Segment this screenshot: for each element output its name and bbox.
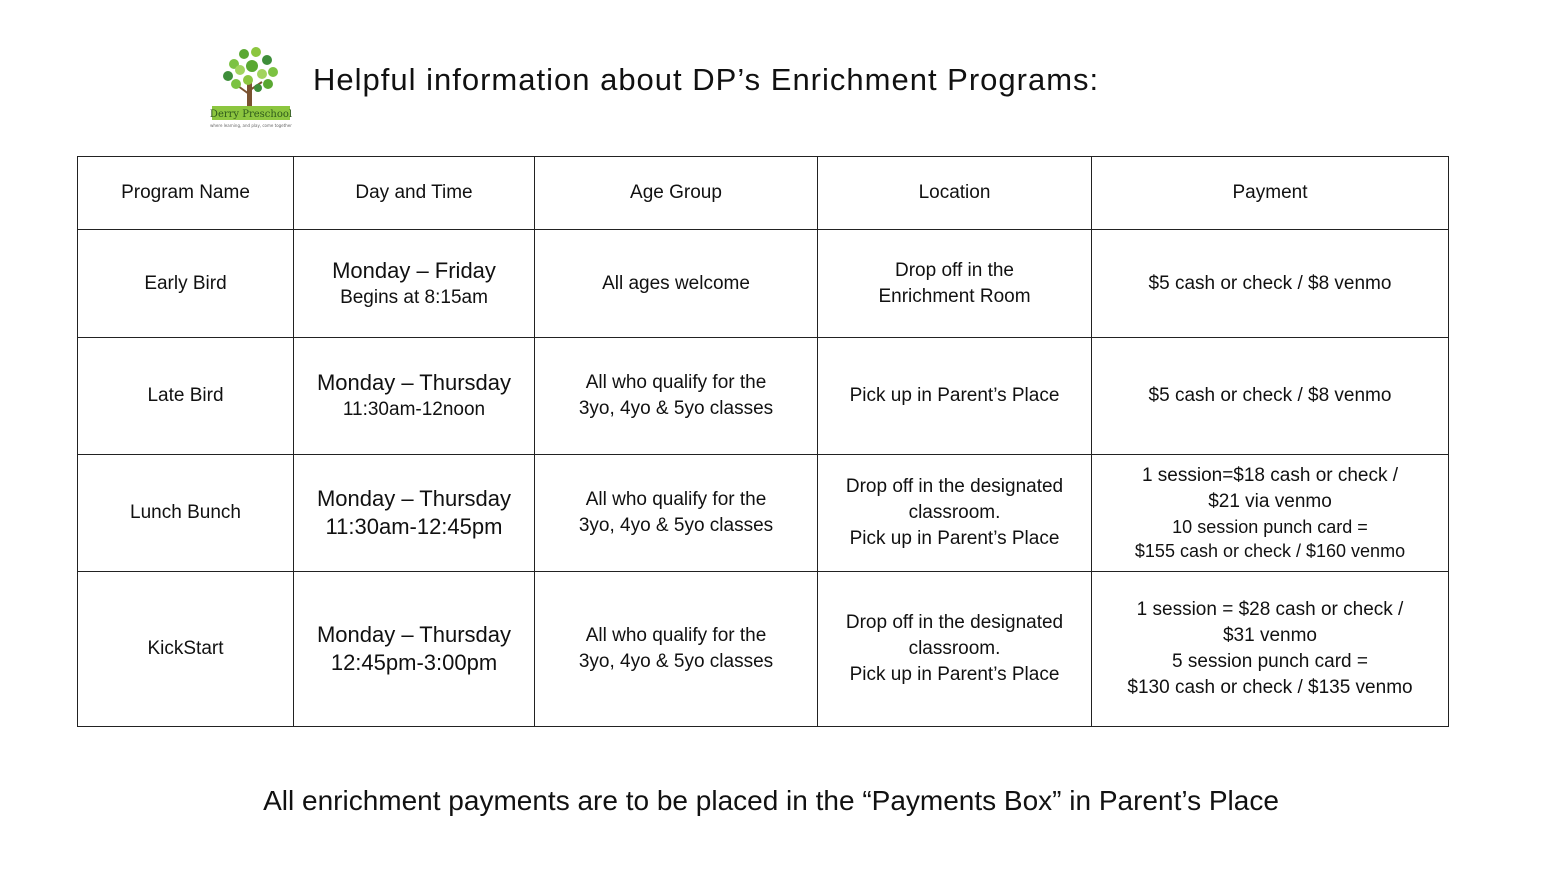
age-group-cell	[535, 338, 818, 455]
age-line: All who qualify for the	[585, 489, 767, 510]
day-time-cell	[294, 230, 535, 338]
location-cell	[818, 455, 1092, 572]
age-group-cell	[535, 455, 818, 572]
table-row-late-bird	[78, 338, 1449, 455]
payment-line: $31 venmo	[1222, 625, 1317, 646]
tree-icon	[223, 47, 278, 106]
program-time: 11:30am-12:45pm	[325, 514, 503, 539]
program-name-cell: Early Bird	[78, 230, 294, 338]
payment-line: $130 cash or check / $135 venmo	[1127, 677, 1413, 698]
program-name-cell: Late Bird	[78, 338, 294, 455]
age-group-cell	[535, 572, 818, 727]
program-time: 12:45pm-3:00pm	[330, 650, 498, 675]
program-time: Begins at 8:15am	[340, 286, 488, 308]
program-days: Monday – Friday	[332, 257, 496, 283]
payments-notice: All enrichment payments are to be placed in the “Payments Box” in Parent’s Place	[263, 785, 1279, 816]
column-header-location: Location	[818, 157, 1092, 230]
location-line: Drop off in the	[894, 259, 1014, 281]
enrichment-programs-table	[77, 156, 1449, 727]
payment-cell	[1092, 572, 1449, 727]
location-line: Pick up in Parent’s Place	[849, 664, 1060, 685]
age-line: 3yo, 4yo & 5yo classes	[578, 515, 774, 536]
age-line: 3yo, 4yo & 5yo classes	[578, 398, 774, 419]
day-time-cell	[294, 572, 535, 727]
payment-line: $21 via venmo	[1208, 491, 1332, 512]
payment-cell	[1092, 455, 1449, 572]
program-days: Monday – Thursday	[316, 622, 512, 647]
table-row-kickstart	[78, 572, 1449, 727]
age-line: All who qualify for the	[585, 372, 767, 393]
location-cell	[818, 338, 1092, 455]
day-time-cell	[294, 455, 535, 572]
payment-line: $5 cash or check / $8 venmo	[1148, 385, 1392, 406]
location-line: Pick up in Parent’s Place	[849, 528, 1060, 549]
page-title: Helpful information about DP’s Enrichment Programs:	[313, 62, 1100, 97]
column-header-program-name: Program Name	[78, 157, 294, 230]
payment-line: 10 session punch card =	[1172, 517, 1368, 537]
age-group-cell	[535, 230, 818, 338]
table-row-lunch-bunch	[78, 455, 1449, 572]
program-days: Monday – Thursday	[316, 370, 512, 395]
program-name-cell: KickStart	[78, 572, 294, 727]
location-line: Enrichment Room	[878, 285, 1031, 307]
program-time: 11:30am-12noon	[342, 399, 486, 420]
age-line: All ages welcome	[602, 272, 750, 294]
program-name-cell: Lunch Bunch	[78, 455, 294, 572]
location-line: Drop off in the designated	[845, 476, 1064, 497]
program-days: Monday – Thursday	[316, 486, 512, 511]
location-line: classroom.	[908, 638, 1001, 659]
payment-line: 1 session = $28 cash or check /	[1136, 599, 1404, 620]
payment-cell	[1092, 230, 1449, 338]
derry-preschool-logo	[210, 42, 292, 130]
column-header-age-group: Age Group	[535, 157, 818, 230]
location-line: classroom.	[908, 502, 1001, 523]
payment-line: 5 session punch card =	[1172, 651, 1368, 672]
table-header-row	[78, 157, 1449, 230]
logo-tagline: where learning, and play, come together	[210, 123, 292, 128]
location-line: Drop off in the designated	[845, 612, 1064, 633]
location-cell	[818, 230, 1092, 338]
age-line: 3yo, 4yo & 5yo classes	[578, 651, 774, 672]
payment-line: $155 cash or check / $160 venmo	[1134, 541, 1406, 561]
table-row-early-bird	[78, 230, 1449, 338]
payment-line: 1 session=$18 cash or check /	[1141, 465, 1399, 486]
column-header-payment: Payment	[1092, 157, 1449, 230]
column-header-day-and-time: Day and Time	[294, 157, 535, 230]
payment-line: $5 cash or check / $8 venmo	[1148, 272, 1392, 294]
payment-cell	[1092, 338, 1449, 455]
age-line: All who qualify for the	[585, 625, 767, 646]
location-cell	[818, 572, 1092, 727]
day-time-cell	[294, 338, 535, 455]
logo-text: Derry Preschool	[210, 109, 292, 120]
location-line: Pick up in Parent’s Place	[849, 385, 1060, 406]
